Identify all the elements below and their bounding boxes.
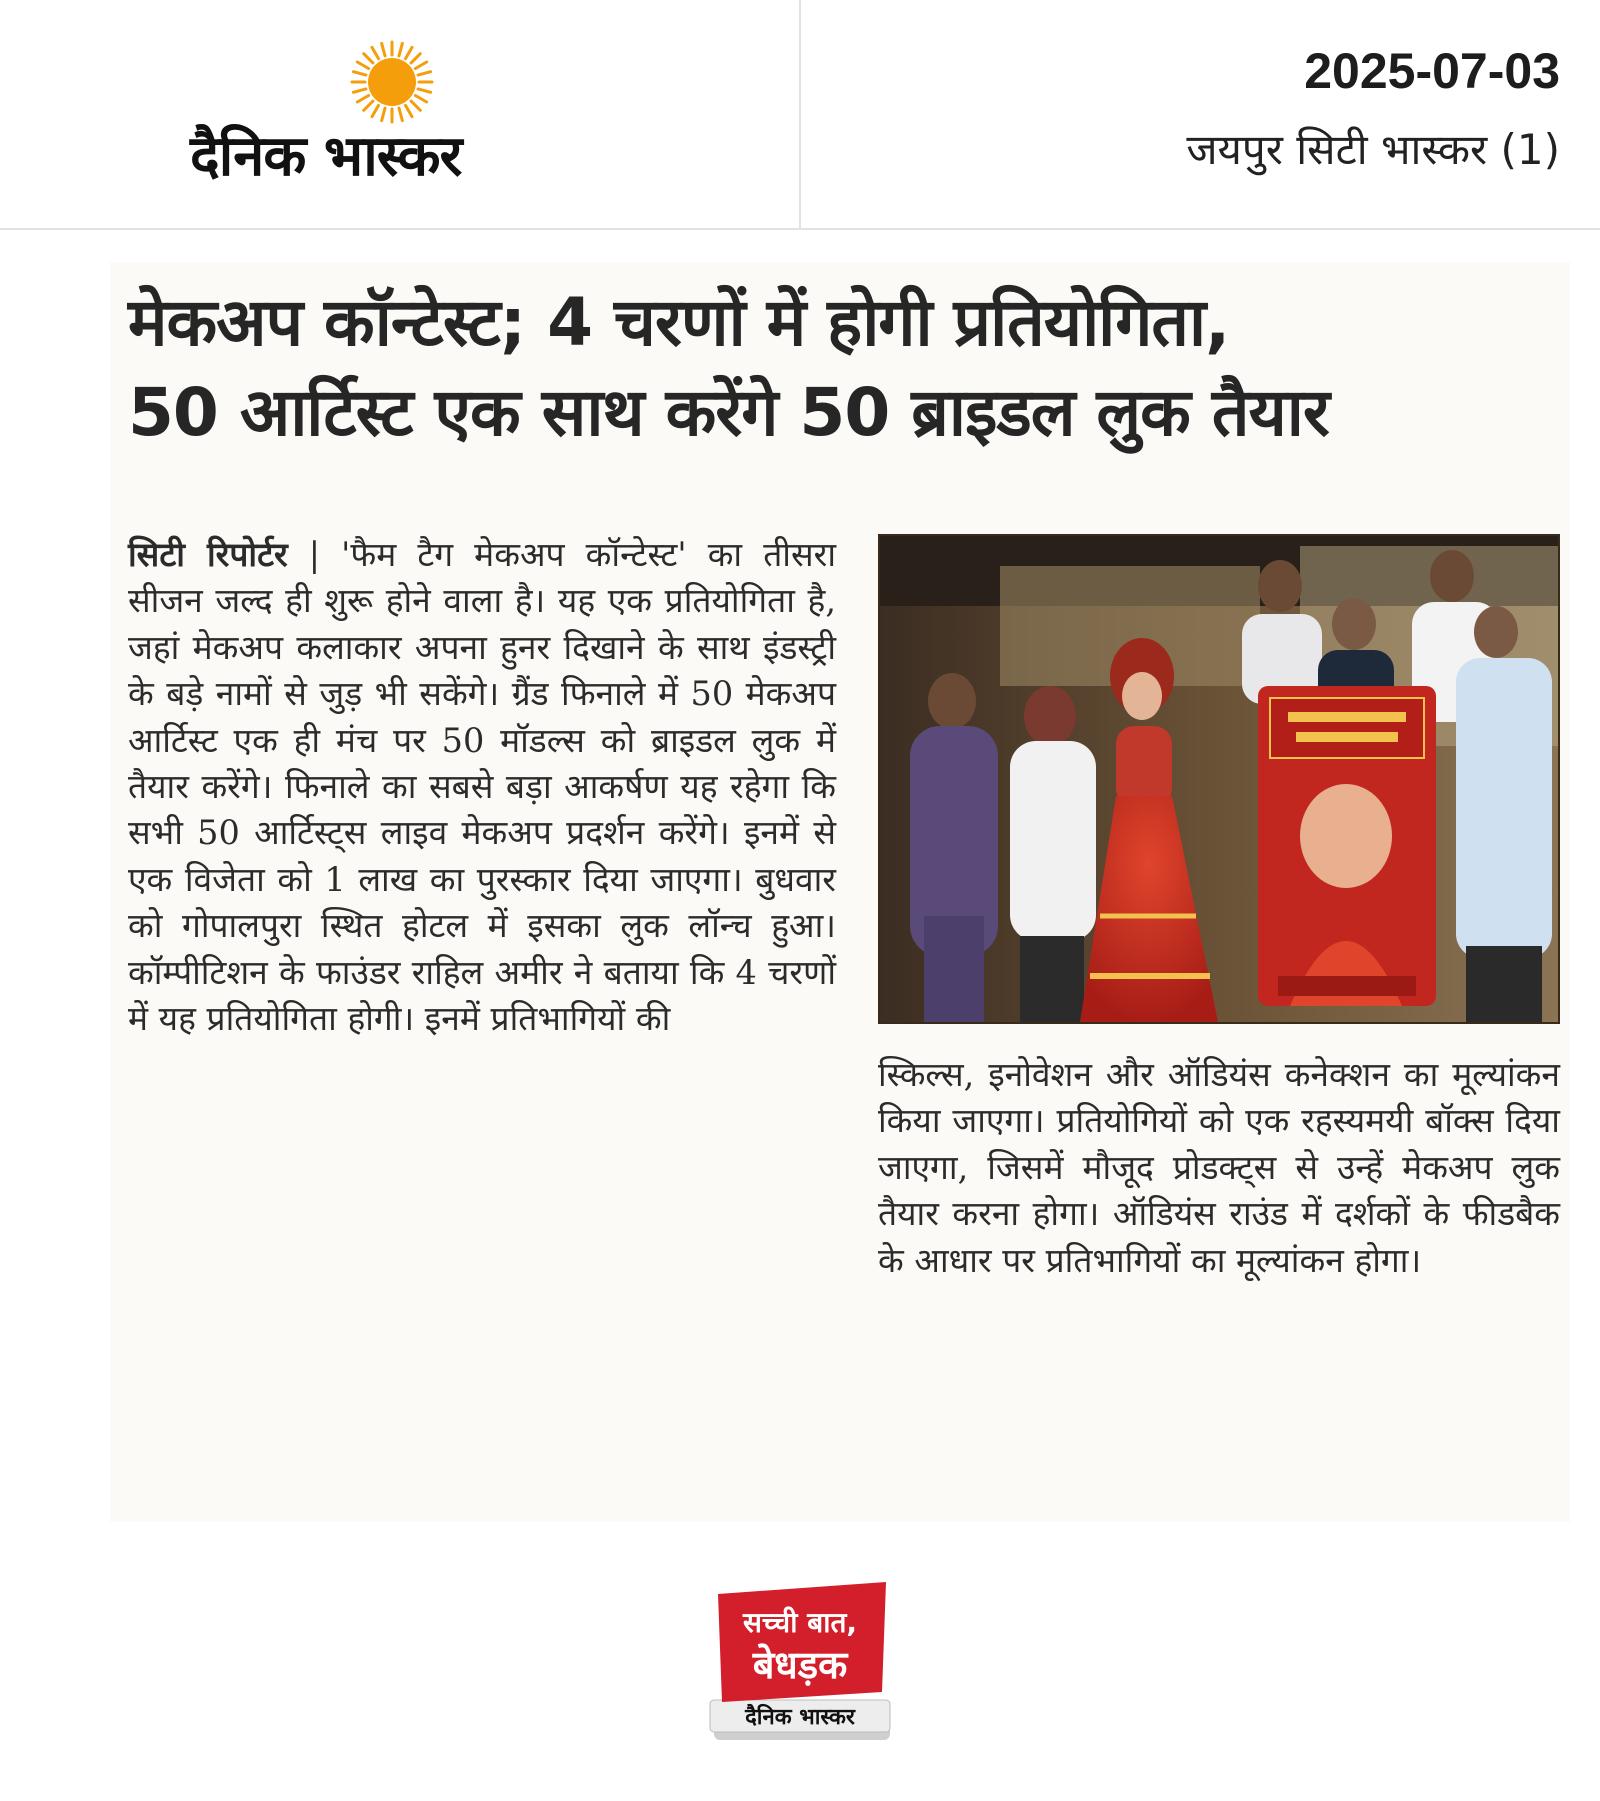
news-clipping [110,262,1570,1522]
article-body-left: | 'फैम टैग मेकअप कॉन्टेस्ट' का तीसरा सीजन जल्द ही शुरू होने वाला है। यह एक प्रतियोगिता है, जहां मेकअप कलाकार अपना हुनर दिखाने के साथ इंडस्ट्री के बड़े नामों से जुड़ भी सकेंगे। ग्रैंड फिनाले में 50 मेकअप आर्टिस्ट एक ही मंच पर 50 मॉडल्स को ब्राइडल लुक में तैयार करेंगे। फिनाले का सबसे बड़ा आकर्षण यह रहेगा कि सभी 50 आर्टिस्ट्स लाइव मेकअप प्रदर्शन करेंगे। इनमें से एक विजेता को 1 लाख का पुरस्कार दिया जाएगा। बुधवार को गोपालपुरा स्थित होटल में इसका लुक लॉन्च हुआ। कॉम्पीटिशन के फाउंडर राहिल अमीर ने बताया कि 4 चरणों में यह प्रतियोगिता होगी। इनमें प्रतिभागियों की [128,535,836,1039]
article-column-right [878,1052,1560,1284]
badge-tagline-line-2: बेधड़क [752,1643,848,1687]
header-divider [799,0,801,230]
sun-icon [350,40,434,124]
footer-badge [688,1580,912,1745]
tagline-badge-graphic [688,1580,912,1745]
masthead-logo-text: दैनिक भास्कर [190,124,462,189]
article-photo [878,534,1560,1024]
masthead-logo [190,40,610,190]
badge-brand: दैनिक भास्कर [745,1705,855,1730]
article-body-right: स्किल्स, इनोवेशन और ऑडियंस कनेक्शन का मूल्यांकन किया जाएगा। प्रतियोगियों को एक रहस्यमयी बॉक्स दिया जाएगा, जिसमें मौजूद प्रोडक्ट्स से उन्हें मेकअप लुक तैयार करना होगा। ऑडियंस राउंड में दर्शकों के फीडबैक के आधार पर प्रतिभागियों का मूल्यांकन होगा। [878,1055,1560,1280]
byline: सिटी रिपोर्टर [128,535,288,574]
event-photo-illustration [880,536,1558,1022]
edition-name: जयपुर सिटी भास्कर (1) [1186,125,1560,174]
page-header [0,0,1600,230]
badge-tagline-line-1: सच्ची बात, [742,1606,858,1639]
article-column-left [128,532,836,1042]
headline-line-2: 50 आर्टिस्ट एक साथ करेंगे 50 ब्राइडल लुक तैयार [128,374,1329,451]
edition-date: 2025-07-03 [1304,43,1560,99]
article-headline [128,278,1558,458]
headline-line-1: मेकअप कॉन्टेस्ट; 4 चरणों में होगी प्रतियोगिता, [128,284,1230,361]
